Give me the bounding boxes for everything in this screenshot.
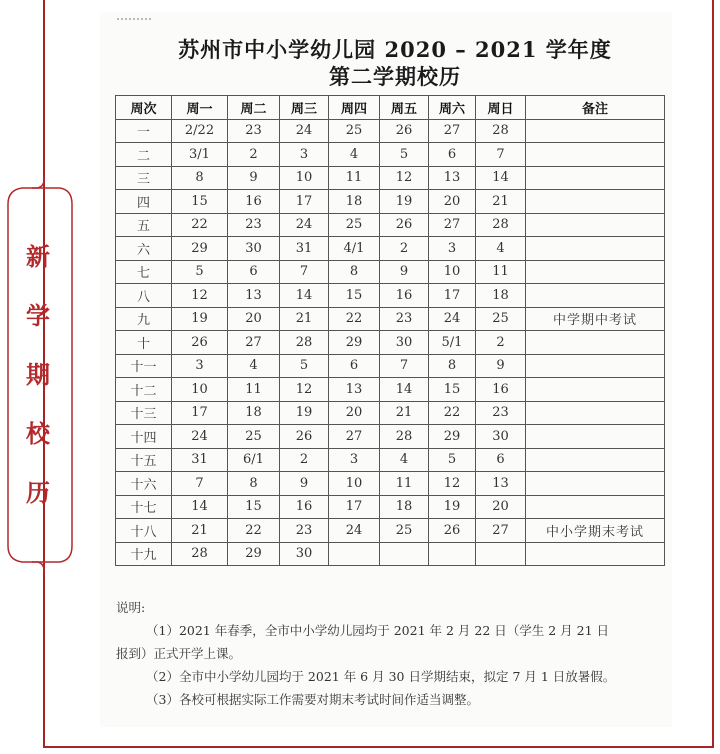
date-cell: 21 [172,519,228,543]
remark-cell [526,472,665,496]
side-label-char: 历 [26,479,50,507]
remark-cell [526,401,665,425]
column-header: 周四 [329,96,380,120]
date-cell: 23 [280,519,329,543]
table-row [116,119,665,143]
date-cell: 9 [228,166,280,190]
week-number-cell: 十四 [116,425,172,449]
date-cell: 16 [380,284,429,308]
date-cell: 6/1 [228,448,280,472]
note-1-continued: 报到）正式开学上课。 [116,646,242,661]
date-cell: 19 [429,495,476,519]
date-cell: 26 [380,119,429,143]
week-number-cell: 八 [116,284,172,308]
remark-cell [526,378,665,402]
date-cell: 28 [380,425,429,449]
date-cell: 7 [380,354,429,378]
date-cell: 17 [280,190,329,214]
date-cell: 12 [172,284,228,308]
table-row [116,190,665,214]
remark-cell [526,260,665,284]
side-label-char: 校 [26,420,50,448]
date-cell: 31 [172,448,228,472]
remark-cell [526,143,665,167]
table-row [116,284,665,308]
date-cell: 12 [280,378,329,402]
date-cell: 11 [476,260,526,284]
date-cell: 18 [329,190,380,214]
week-number-cell: 十六 [116,472,172,496]
date-cell: 26 [280,425,329,449]
date-cell [329,542,380,566]
date-cell: 25 [380,519,429,543]
side-label-char: 期 [26,361,50,389]
date-cell: 24 [280,213,329,237]
date-cell: 11 [228,378,280,402]
remark-cell [526,542,665,566]
date-cell: 30 [476,425,526,449]
table-row [116,519,665,543]
date-cell: 3 [329,448,380,472]
date-cell: 3 [172,354,228,378]
week-number-cell: 十二 [116,378,172,402]
calendar-subtitle: 第二学期校历 [329,64,461,89]
table-row [116,166,665,190]
table-row [116,237,665,261]
date-cell: 7 [172,472,228,496]
date-cell: 20 [476,495,526,519]
date-cell: 2/22 [172,119,228,143]
table-row [116,542,665,566]
date-cell: 27 [429,119,476,143]
school-calendar-table [115,95,665,566]
date-cell: 14 [280,284,329,308]
date-cell: 18 [228,401,280,425]
date-cell: 29 [228,542,280,566]
date-cell: 4 [380,448,429,472]
date-cell: 15 [429,378,476,402]
date-cell: 28 [280,331,329,355]
date-cell: 6 [429,143,476,167]
remark-cell [526,495,665,519]
date-cell: 26 [380,213,429,237]
table-row [116,495,665,519]
date-cell: 22 [429,401,476,425]
date-cell: 19 [280,401,329,425]
date-cell: 9 [476,354,526,378]
notes-heading: 说明: [116,600,146,615]
date-cell: 23 [228,213,280,237]
table-row [116,213,665,237]
date-cell: 4 [228,354,280,378]
side-badge [0,176,76,574]
date-cell: 22 [172,213,228,237]
date-cell: 16 [476,378,526,402]
date-cell: 10 [329,472,380,496]
column-header: 周一 [172,96,228,120]
date-cell: 9 [380,260,429,284]
table-row [116,331,665,355]
date-cell: 31 [280,237,329,261]
side-label-char: 新 [26,243,50,271]
date-cell: 2 [380,237,429,261]
date-cell: 8 [329,260,380,284]
date-cell: 7 [280,260,329,284]
week-number-cell: 五 [116,213,172,237]
date-cell: 28 [476,119,526,143]
side-label-char: 学 [26,302,50,330]
remark-cell [526,213,665,237]
date-cell: 13 [228,284,280,308]
date-cell: 3/1 [172,143,228,167]
date-cell: 19 [380,190,429,214]
date-cell: 27 [429,213,476,237]
date-cell: 2 [228,143,280,167]
date-cell: 8 [228,472,280,496]
date-cell: 10 [172,378,228,402]
date-cell: 24 [329,519,380,543]
column-header: 周三 [280,96,329,120]
date-cell: 18 [380,495,429,519]
date-cell: 17 [172,401,228,425]
date-cell: 23 [380,307,429,331]
date-cell: 20 [329,401,380,425]
date-cell: 13 [429,166,476,190]
date-cell: 21 [380,401,429,425]
column-header: 周日 [476,96,526,120]
note-3: （3）各校可根据实际工作需要对期末考试时间作适当调整。 [146,692,479,707]
week-number-cell: 九 [116,307,172,331]
date-cell: 28 [172,542,228,566]
column-header: 周次 [116,96,172,120]
remark-cell: 中学期中考试 [526,307,665,331]
remark-cell [526,190,665,214]
table-header-row [116,96,665,120]
note-2: （2）全市中小学幼儿园均于 2021 年 6 月 30 日学期结束，拟定 7 月 1 日放暑假。 [146,669,616,684]
side-badge-text [0,228,76,523]
date-cell: 14 [380,378,429,402]
date-cell: 8 [429,354,476,378]
column-header: 备注 [526,96,665,120]
remark-cell [526,119,665,143]
remark-cell [526,331,665,355]
column-header: 周五 [380,96,429,120]
date-cell: 12 [380,166,429,190]
date-cell: 15 [172,190,228,214]
week-number-cell: 一 [116,119,172,143]
date-cell: 20 [228,307,280,331]
scribble-mark [117,18,151,26]
date-cell: 19 [172,307,228,331]
date-cell: 26 [429,519,476,543]
date-cell: 10 [280,166,329,190]
date-cell: 16 [228,190,280,214]
date-cell: 17 [429,284,476,308]
date-cell: 18 [476,284,526,308]
date-cell: 24 [280,119,329,143]
date-cell: 6 [329,354,380,378]
date-cell: 30 [228,237,280,261]
date-cell: 14 [476,166,526,190]
date-cell: 29 [172,237,228,261]
date-cell: 20 [429,190,476,214]
week-number-cell: 四 [116,190,172,214]
date-cell [380,542,429,566]
date-cell: 15 [329,284,380,308]
date-cell: 29 [429,425,476,449]
table-row [116,260,665,284]
date-cell: 4/1 [329,237,380,261]
date-cell: 25 [329,119,380,143]
remark-cell [526,284,665,308]
table-row [116,354,665,378]
week-number-cell: 十 [116,331,172,355]
date-cell: 11 [380,472,429,496]
week-number-cell: 十三 [116,401,172,425]
date-cell: 6 [476,448,526,472]
table-row [116,401,665,425]
date-cell: 4 [329,143,380,167]
date-cell: 23 [228,119,280,143]
date-cell: 27 [228,331,280,355]
week-number-cell: 十一 [116,354,172,378]
date-cell: 9 [280,472,329,496]
week-number-cell: 十七 [116,495,172,519]
date-cell: 22 [228,519,280,543]
date-cell [476,542,526,566]
week-number-cell: 十八 [116,519,172,543]
date-cell: 25 [476,307,526,331]
date-cell: 24 [429,307,476,331]
date-cell: 30 [280,542,329,566]
remark-cell: 中小学期末考试 [526,519,665,543]
date-cell: 27 [329,425,380,449]
date-cell: 25 [329,213,380,237]
date-cell: 11 [329,166,380,190]
date-cell: 24 [172,425,228,449]
remark-cell [526,448,665,472]
week-number-cell: 七 [116,260,172,284]
remark-cell [526,166,665,190]
date-cell: 3 [280,143,329,167]
date-cell: 10 [429,260,476,284]
table-row [116,143,665,167]
date-cell: 27 [476,519,526,543]
date-cell: 25 [228,425,280,449]
date-cell: 7 [476,143,526,167]
week-number-cell: 十五 [116,448,172,472]
notes-section [116,596,676,711]
date-cell: 28 [476,213,526,237]
calendar-title: 苏州市中小学幼儿园 2020 – 2021 学年度 [178,37,612,62]
note-1: （1）2021 年春季，全市中小学幼儿园均于 2021 年 2 月 22 日（学生 2 月 21 日 [146,623,610,638]
week-number-cell: 十九 [116,542,172,566]
date-cell: 21 [476,190,526,214]
date-cell: 3 [429,237,476,261]
date-cell [429,542,476,566]
date-cell: 21 [280,307,329,331]
week-number-cell: 二 [116,143,172,167]
date-cell: 26 [172,331,228,355]
date-cell: 29 [329,331,380,355]
date-cell: 5/1 [429,331,476,355]
column-header: 周二 [228,96,280,120]
table-row [116,307,665,331]
date-cell: 5 [429,448,476,472]
date-cell: 5 [380,143,429,167]
remark-cell [526,354,665,378]
table-row [116,448,665,472]
date-cell: 12 [429,472,476,496]
week-number-cell: 六 [116,237,172,261]
remark-cell [526,237,665,261]
date-cell: 14 [172,495,228,519]
date-cell: 23 [476,401,526,425]
column-header: 周六 [429,96,476,120]
date-cell: 6 [228,260,280,284]
table-row [116,425,665,449]
remark-cell [526,425,665,449]
date-cell: 5 [280,354,329,378]
table-row [116,378,665,402]
date-cell: 2 [280,448,329,472]
date-cell: 30 [380,331,429,355]
date-cell: 13 [329,378,380,402]
date-cell: 13 [476,472,526,496]
date-cell: 22 [329,307,380,331]
date-cell: 5 [172,260,228,284]
date-cell: 16 [280,495,329,519]
table-row [116,472,665,496]
date-cell: 2 [476,331,526,355]
week-number-cell: 三 [116,166,172,190]
date-cell: 17 [329,495,380,519]
date-cell: 15 [228,495,280,519]
date-cell: 8 [172,166,228,190]
date-cell: 4 [476,237,526,261]
